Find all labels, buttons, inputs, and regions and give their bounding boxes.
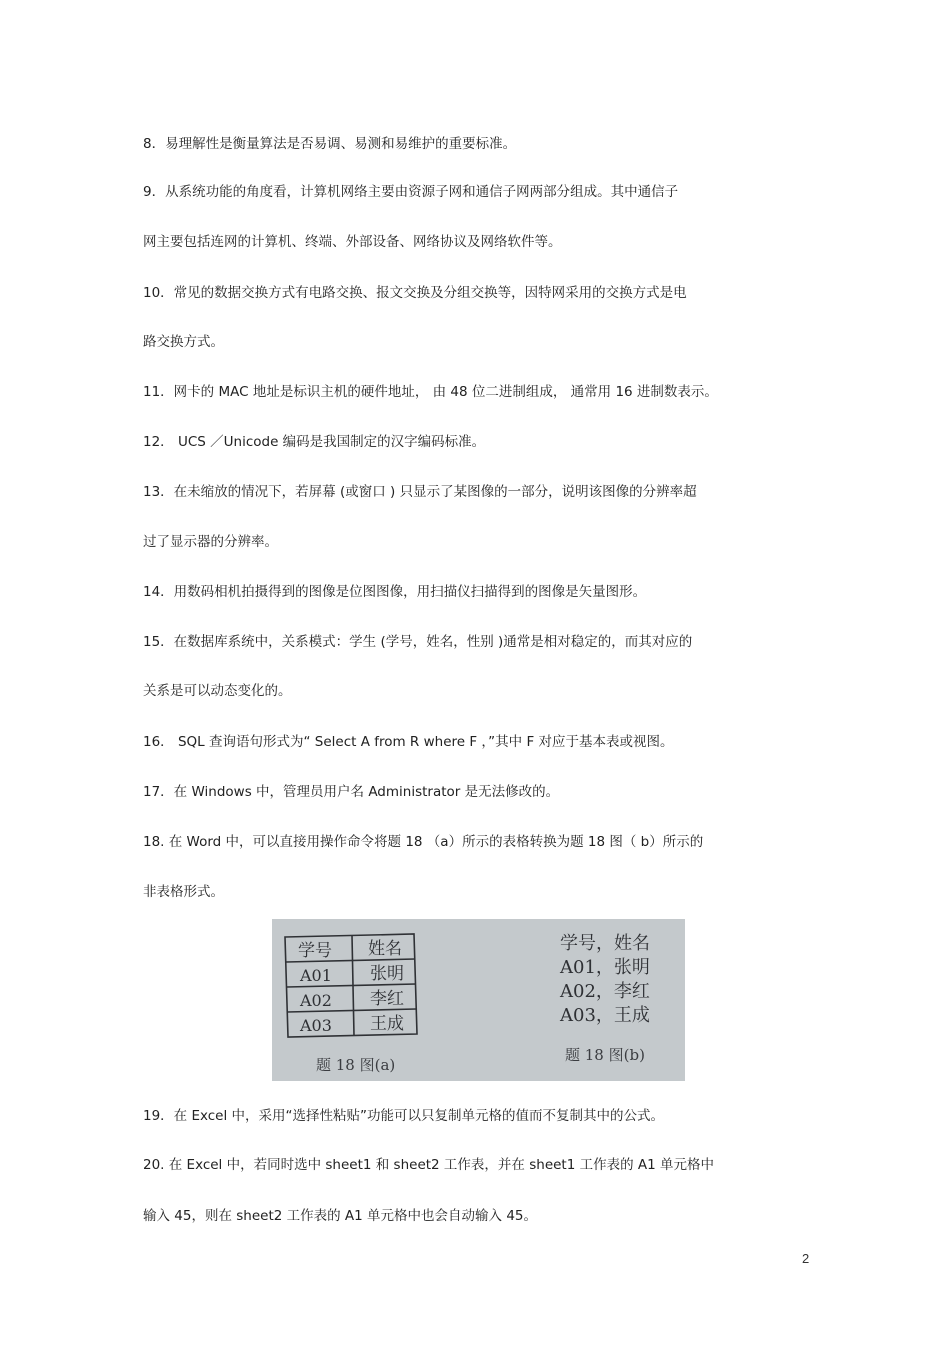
paragraph-line: 16． SQL 查询语句形式为“ Select A from R where F ，”其中 F 对应于基本表或视图。 — [143, 734, 674, 750]
figure-caption-b: 题 18 图(b) — [565, 1046, 645, 1064]
paragraph-line: 17．在 Windows 中，管理员用户名 Administrator 是无法修改的。 — [143, 784, 560, 800]
paragraph-line: 过了显示器的分辨率。 — [143, 534, 278, 550]
figure-caption-a: 题 18 图(a) — [316, 1056, 396, 1074]
converted-text-line: A01，张明 — [560, 957, 650, 978]
table-cell: 李红 — [370, 989, 404, 1009]
table-cell: 王成 — [370, 1014, 404, 1034]
paragraph-line: 15．在数据库系统中，关系模式：学生 (学号，姓名，性别 )通常是相对稳定的，而其对应的 — [143, 634, 693, 650]
converted-text-line: A02，李红 — [560, 981, 650, 1002]
figure-18-photo — [272, 919, 685, 1081]
paragraph-line: 路交换方式。 — [143, 334, 224, 350]
page-number: 2 — [802, 1251, 810, 1266]
figure-18-svg — [272, 919, 685, 1081]
paragraph-line: 19．在 Excel 中，采用“选择性粘贴”功能可以只复制单元格的值而不复制其中的公式。 — [143, 1108, 665, 1124]
table-cell: A02 — [300, 991, 332, 1010]
paragraph-line: 非表格形式。 — [143, 884, 224, 900]
table-header-cell: 姓名 — [368, 939, 402, 959]
table-cell: A01 — [300, 966, 332, 985]
table-cell: 张明 — [370, 964, 404, 984]
paragraph-line: 网主要包括连网的计算机、终端、外部设备、网络协议及网络软件等。 — [143, 234, 562, 250]
paragraph-line: 输入 45，则在 sheet2 工作表的 A1 单元格中也会自动输入 45。 — [143, 1208, 538, 1224]
paragraph-line: 14．用数码相机拍摄得到的图像是位图图像，用扫描仪扫描得到的图像是矢量图形。 — [143, 584, 647, 600]
paragraph-line: 8．易理解性是衡量算法是否易调、易测和易维护的重要标准。 — [143, 136, 517, 152]
converted-text-line: A03，王成 — [560, 1005, 650, 1026]
paragraph-line: 11．网卡的 MAC 地址是标识主机的硬件地址， 由 48 位二进制组成， 通常用 16 进制数表示。 — [143, 384, 718, 400]
paragraph-line: 10．常见的数据交换方式有电路交换、报文交换及分组交换等，因特网采用的交换方式是电 — [143, 285, 687, 301]
paragraph-line: 9．从系统功能的角度看，计算机网络主要由资源子网和通信子网两部分组成。其中通信子 — [143, 184, 679, 200]
converted-text-line: 学号，姓名 — [560, 933, 650, 954]
paragraph-line: 12． UCS ／Unicode 编码是我国制定的汉字编码标准。 — [143, 434, 486, 450]
table-cell: A03 — [300, 1016, 332, 1035]
paragraph-line: 20. 在 Excel 中，若同时选中 sheet1 和 sheet2 工作表，并在 sheet1 工作表的 A1 单元格中 — [143, 1157, 715, 1173]
paragraph-line: 18. 在 Word 中，可以直接用操作命令将题 18 （a）所示的表格转换为题 18 图（ b）所示的 — [143, 834, 704, 850]
paragraph-line: 关系是可以动态变化的。 — [143, 683, 292, 699]
paragraph-line: 13．在未缩放的情况下，若屏幕 (或窗口 ) 只显示了某图像的一部分，说明该图像的分辨率超 — [143, 484, 697, 500]
table-header-cell: 学号 — [298, 941, 332, 961]
